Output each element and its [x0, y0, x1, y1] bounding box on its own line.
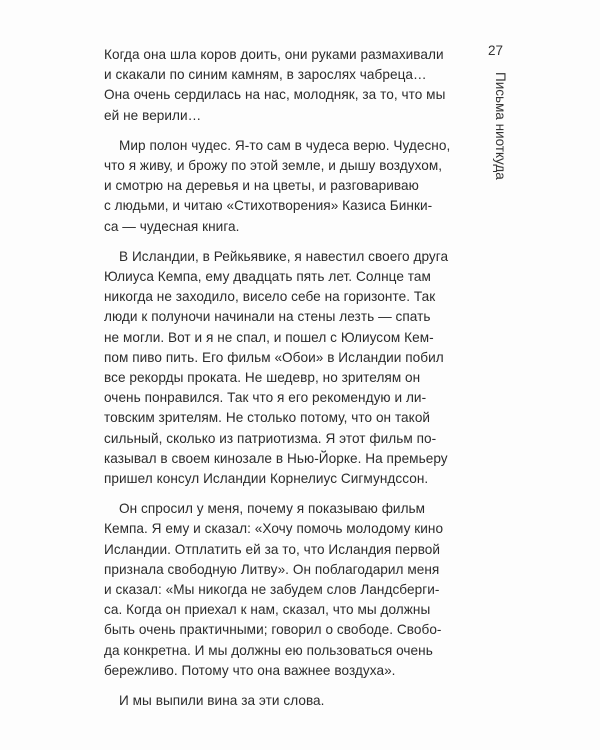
- paragraph: [104, 499, 444, 681]
- text-line: и сказал: «Мы никогда не забудем слов Ландсберги-: [104, 582, 440, 598]
- text-line: И мы выпили вина за эти слова.: [119, 693, 325, 709]
- text-line: люди к полуночи начинали на стены лезть — спать: [104, 309, 431, 325]
- text-line: никогда не заходило, висело себе на горизонте. Так: [104, 289, 436, 305]
- running-head: Письма ниоткуда: [493, 72, 508, 180]
- text-line: Мир полон чудес. Я-то сам в чудеса верю. Чудесно,: [119, 137, 451, 153]
- paragraph: [104, 247, 449, 489]
- text-line: са. Когда он приехал к нам, сказал, что мы должны: [104, 602, 431, 618]
- paragraph: [104, 45, 446, 126]
- text-line: быть очень практичными; говорил о свободе. Свобо-: [104, 622, 442, 638]
- text-line: с людьми, и читаю «Стихотворения» Казиса Бинки-: [104, 198, 433, 214]
- text-line: Юлиуса Кемпа, ему двадцать пять лет. Солнце там: [104, 269, 431, 285]
- text-line: не могли. Вот и я не спал, и пошел с Юлиусом Кем-: [104, 329, 434, 345]
- text-line: сильный, сколько из патриотизма. Я этот фильм по-: [104, 430, 437, 446]
- text-line: товским зрителям. Не столько потому, что он такой: [104, 410, 431, 426]
- text-line: Когда она шла коров доить, они руками размахивали: [104, 47, 444, 62]
- text-line: да конкретна. И мы должны ею пользоваться очень: [104, 642, 433, 658]
- text-line: все рекорды проката. Не шедевр, но зрителям он: [104, 370, 421, 386]
- paragraph: [104, 691, 434, 711]
- text-line: пришел консул Исландии Корнелиус Сигмундссон.: [104, 471, 429, 487]
- text-line: Она очень сердилась на нас, молодняк, за то, что мы: [104, 87, 446, 103]
- text-line: ей не верили…: [104, 107, 202, 123]
- text-line: пом пиво пить. Его фильм «Обои» в Исландии побил: [104, 349, 444, 365]
- text-line: очень понравился. Так что я его рекомендую и ли-: [104, 390, 427, 406]
- text-line: что я живу, и брожу по этой земле, и дышу воздухом,: [104, 158, 443, 174]
- text-line: казывал в своем кинозале в Нью-Йорке. На премьеру: [104, 450, 448, 466]
- text-line: са — чудесная книга.: [104, 218, 240, 234]
- text-line: и скакали по синим камням, в зарослях чабреца…: [104, 67, 427, 83]
- text-line: признала свободную Литву». Он поблагодарил меня: [104, 561, 440, 577]
- paragraph: [104, 136, 451, 237]
- page-number: 27: [488, 43, 504, 58]
- text-line: и смотрю на деревья и на цветы, и разговариваю: [104, 178, 419, 194]
- text-line: В Исландии, в Рейкьявике, я навестил своего друга: [119, 248, 449, 264]
- text-line: Он спросил у меня, почему я показываю фильм: [119, 501, 426, 517]
- text-line: бережливо. Потому что она важнее воздуха».: [104, 662, 396, 678]
- text-line: Кемпа. Я ему и сказал: «Хочу помочь молодому кино: [104, 521, 444, 537]
- text-line: Исландии. Отплатить ей за то, что Исландия первой: [104, 541, 441, 557]
- body-text: [104, 45, 451, 711]
